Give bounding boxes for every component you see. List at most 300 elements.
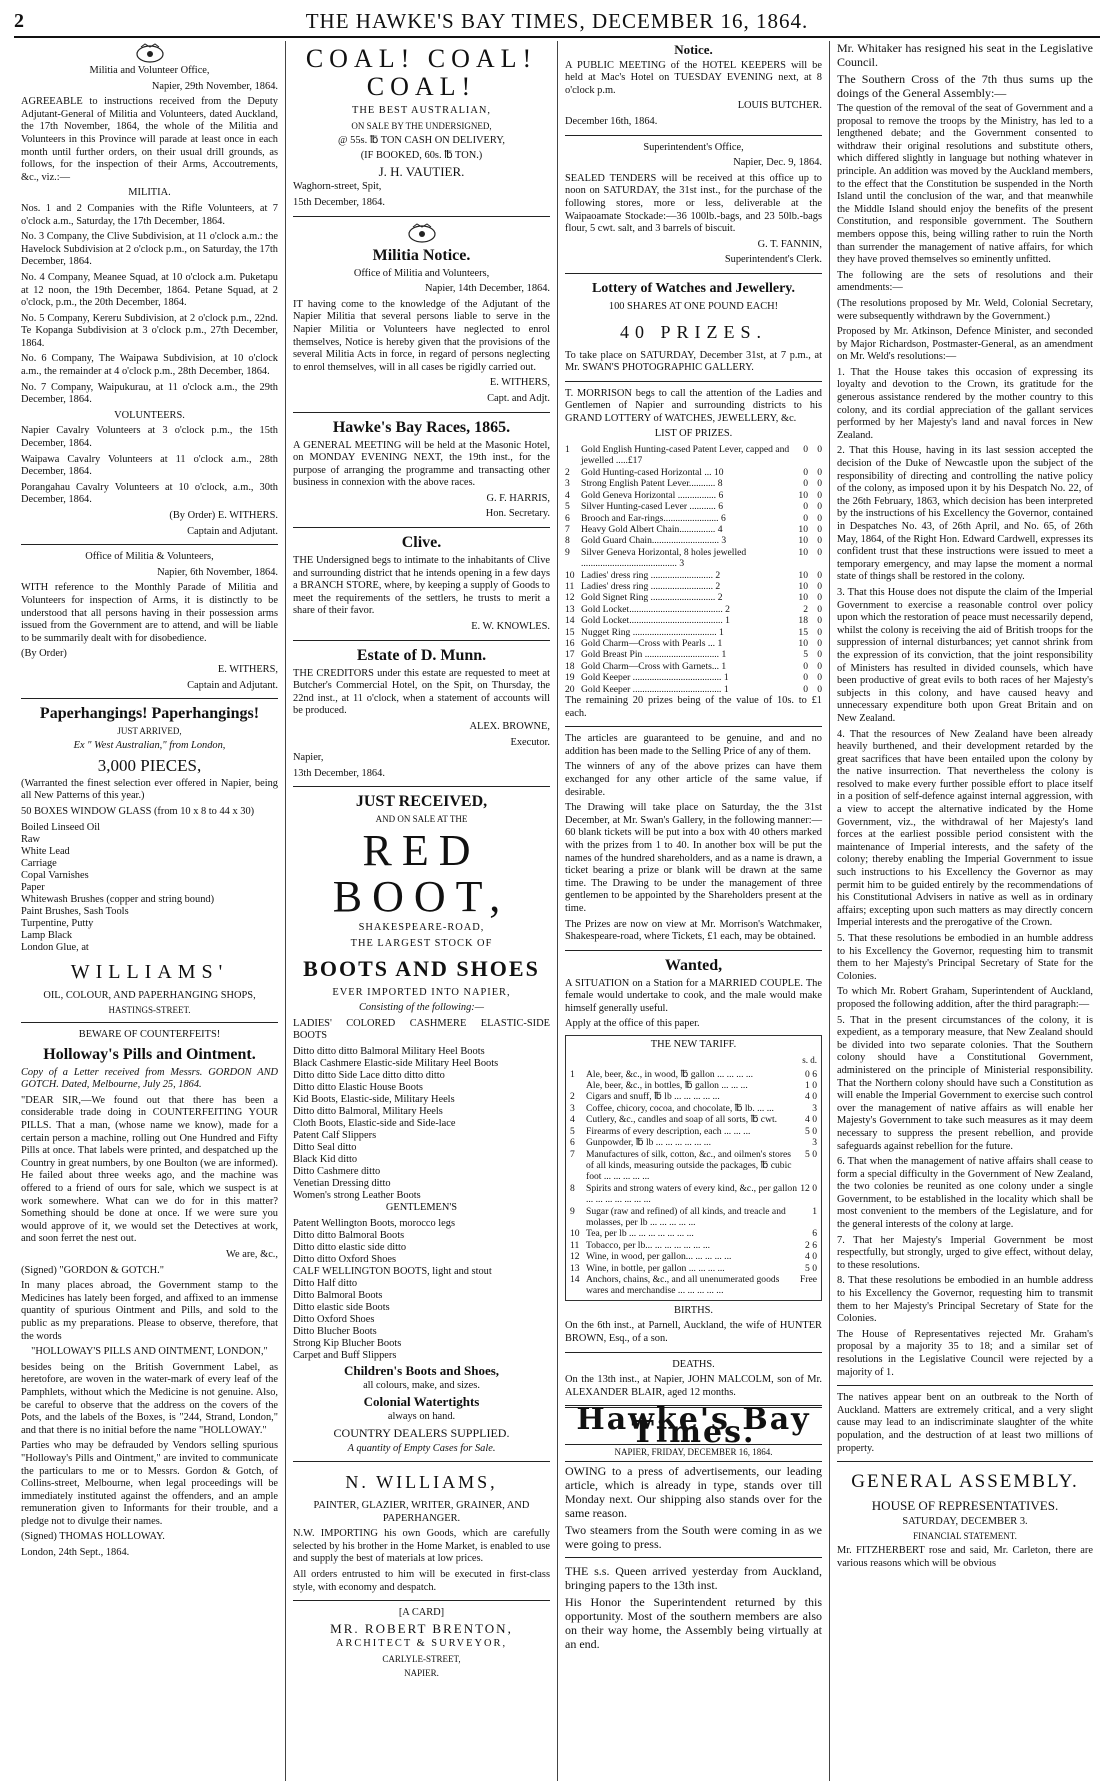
list-item: Ditto Half ditto bbox=[293, 1277, 358, 1289]
list-item: Kid Boots, Elastic-side, Military Heels bbox=[293, 1093, 455, 1105]
prize-row-cell: 0 bbox=[803, 501, 808, 513]
tariff-row bbox=[570, 1240, 817, 1251]
prize-row-cell: 1 bbox=[565, 444, 570, 456]
munn-place: Napier, bbox=[293, 752, 324, 764]
holloway-we-are: We are, &c., bbox=[226, 1249, 278, 1260]
coal-price-booked: (IF BOOKED, 60s. ℔ TON.) bbox=[360, 150, 483, 162]
list-item: Ditto ditto Elastic House Boots bbox=[293, 1081, 423, 1093]
order-signature: (By Order) E. WITHERS. bbox=[169, 510, 278, 521]
prize-row bbox=[565, 570, 822, 581]
column-4 bbox=[830, 41, 1100, 1781]
news-para: The House of Representatives rejected Mr. Graham's proposal by a majority 35 to 18; and a similar set of resolutions in the Legislative Council were rejected by a majority of 1. bbox=[837, 1328, 1093, 1378]
prizes-remaining: The remaining 20 prizes being of the value of 10s. to £1 each. bbox=[565, 695, 822, 719]
wanted-body: A SITUATION on a Station for a MARRIED COUPLE. The female would undertake to cook, and the male would make himself generally useful. bbox=[565, 977, 822, 1014]
tariff-units: s. d. bbox=[802, 1054, 817, 1065]
list-item: Ditto ditto ditto Balmoral Military Heel Boots bbox=[293, 1045, 485, 1057]
tariff-row bbox=[570, 1137, 817, 1148]
nwilliams-body: N.W. IMPORTING his own Goods, which are carefully selected by his brother in the Home Market, is enabled to use and supply the best of materials at low prices. bbox=[293, 1528, 550, 1565]
prize-row-cell: Gold Guard Chain............................ 3 bbox=[581, 535, 727, 547]
prize-row-cell: 0 bbox=[803, 672, 808, 684]
prize-row-cell: 0 bbox=[817, 649, 822, 661]
list-item: Carriage bbox=[21, 857, 57, 869]
tariff-table bbox=[570, 1069, 817, 1297]
editorial-para: OWING to a press of advertisements, our leading article, which is already in type, stands over till Monday next. Our shipping also stands over for the same reason. bbox=[565, 1463, 822, 1520]
races-body: A GENERAL MEETING will be held at the Masonic Hotel, on MONDAY EVENING NEXT, the 19th inst., for the purpose of arranging the programme and transacting other business in connexion with the above races. bbox=[293, 439, 550, 489]
militia-list bbox=[21, 203, 278, 407]
office2-by: (By Order) bbox=[21, 648, 67, 660]
deaths-heading: DEATHS. bbox=[672, 1358, 715, 1370]
office2-name: E. WITHERS, bbox=[217, 663, 278, 675]
prize-row-cell: Ladies' dress ring .......................... 2 bbox=[581, 569, 721, 581]
prize-row-cell: 20 bbox=[565, 683, 575, 695]
tariff-row bbox=[570, 1126, 817, 1137]
colonial-sub: always on hand. bbox=[387, 1411, 456, 1423]
volunteer-item: Napier Cavalry Volunteers at 3 o'clock p.m., the 15th December, 1864. bbox=[21, 425, 278, 450]
prize-row-cell: 10 bbox=[798, 546, 808, 558]
prize-row-cell: 0 bbox=[817, 615, 822, 627]
prize-row-cell: 9 bbox=[565, 546, 570, 558]
brenton-city: NAPIER. bbox=[404, 1668, 439, 1679]
races-heading: Hawke's Bay Races, 1865. bbox=[332, 418, 511, 436]
divider bbox=[293, 412, 550, 413]
beware-heading: BEWARE OF COUNTERFEITS! bbox=[78, 1029, 221, 1041]
wanted-apply: Apply at the office of this paper. bbox=[565, 1018, 700, 1030]
news-para: 7. That her Majesty's Imperial Government be most respectfully, but strongly, urged to give effect, without delay, to these resolutions. bbox=[837, 1234, 1093, 1271]
divider bbox=[837, 1385, 1093, 1386]
prize-row-cell: 0 bbox=[817, 683, 822, 695]
tariff-row-cell: Ale, beer, &c., in wood, ℔ gallon ... ... ... ... bbox=[586, 1068, 754, 1080]
tariff-row-cell: 2 bbox=[570, 1091, 575, 1103]
prize-row-cell: 0 bbox=[803, 466, 808, 478]
list-item: Strong Kip Blucher Boots bbox=[293, 1337, 402, 1349]
tariff-row-cell: 6 bbox=[570, 1137, 575, 1149]
coal-heading: COAL! COAL! COAL! bbox=[305, 44, 538, 101]
births-heading: BIRTHS. bbox=[674, 1304, 713, 1316]
tariff-row-cell: 1 bbox=[812, 1205, 817, 1217]
prize-row-cell: 0 bbox=[817, 523, 822, 535]
list-item: White Lead bbox=[21, 845, 70, 857]
divider bbox=[565, 381, 822, 382]
news-para: 1. That the House takes this occasion of expressing its loyalty and devotion to the Crown, its gratitude for the generous assistance rendered by the mother country to this colony, and its cordial appreciation of the gallant services performed by her Majesty's land and naval forces in New Zealand. bbox=[837, 366, 1093, 441]
notice-heading: Notice. bbox=[674, 42, 713, 57]
masthead-title: THE HAWKE'S BAY TIMES, DECEMBER 16, 1864. bbox=[305, 8, 809, 33]
ladies-heading: LADIES' COLORED CASHMERE ELASTIC-SIDE BOOTS bbox=[293, 1017, 550, 1042]
drawing-body: The Drawing will take place on Saturday, the the 31st December, at Mr. Swan's Gallery, in the following manner:—60 blank tickets will be put into a box with 40 others marked with the prizes from 1 to 40. In another box will be put the names of the hundred shareholders, and as a name is drawn, a ticket bearing a prize or blank will be drawn at the same time. The Drawing to be under the management of three gentlemen to be appointed by the Shareholders present at the time. bbox=[565, 802, 822, 914]
just-received: JUST RECEIVED, bbox=[355, 793, 488, 811]
editorial-para: Two steamers from the South were coming in as we were going to press. bbox=[565, 1522, 822, 1551]
tariff-row-cell: 6 bbox=[812, 1228, 817, 1240]
williams-sub: OIL, COLOUR, AND PAPERHANGING SHOPS, bbox=[43, 989, 256, 1001]
militia-notice-role: Capt. and Adjt. bbox=[487, 392, 550, 404]
news-para: 2. That this House, having in its last session accepted the decision of the Duke of Newcastle upon the subject of the responsibility of directing and controlling the native policy of the colony, as imposed upon it by his Despatch No. 22, of the 26th February, 1863, which decision has been interpreted by the instructions of his Excellency the Governor, contained in Despatches No. 43, of 26th April, and No. 65, of 26th May, 1864, of the Right Hon. Edward Cardwell, expresses its confident trust that these instructions were issued to meet a temporary emergency, and may lapse the moment a normal state of things shall be restored in the colony. bbox=[837, 445, 1093, 583]
prize-row-cell: 10 bbox=[798, 592, 808, 604]
prize-row-cell: Gold Locket....................................... 1 bbox=[581, 615, 730, 627]
militia-item: Nos. 1 and 2 Companies with the Rifle Volunteers, at 7 o'clock a.m., Saturday, the 17th December, 1864. bbox=[21, 202, 278, 227]
prize-row-cell: 0 bbox=[817, 626, 822, 638]
divider bbox=[565, 1461, 822, 1462]
prize-row-cell: 10 bbox=[798, 489, 808, 501]
prize-row-cell: 0 bbox=[803, 660, 808, 672]
list-item: Boiled Linseed Oil bbox=[21, 821, 101, 833]
militia-office-body: AGREEABLE to instructions received from the Deputy Adjutant-General of Militia and Volunteers, dated Auckland, the 17th November, 1864, the whole of the Militia and Volunteers in this Province will parade at least once in each month until further orders, on their usual drill grounds, as follows, for the inspection of their Arms, Accoutrements, &c., viz.:— bbox=[21, 96, 278, 183]
clive-name: E. W. KNOWLES. bbox=[471, 621, 550, 633]
tariff-box bbox=[565, 1035, 822, 1301]
largest-stock: THE LARGEST STOCK OF bbox=[350, 937, 493, 949]
news-para: (The resolutions proposed by Mr. Weld, Colonial Secretary, were subsequently withdrawn by the Government.) bbox=[837, 297, 1093, 322]
holloway-letter: "DEAR SIR,—We found out that there has been a considerable trade doing in COUNTERFEITING YOUR PILLS. That a man, (whose name we know), made for a certain person a machine, rolling out One Hundred and Fifty Pills at once. That labels were printed, and despatched up the Country in great numbers, by one Boulton (we are informed). He failed about three weeks ago, and the machine was offered to a friend of ours for sale, which we suspect is at work somewhere. What can we do for in this matter? Something should be done at once. If we were sure you would approve of it, we would set the Detectives at work, and soon ferret the nest out. bbox=[21, 1094, 278, 1245]
tariff-row-cell: 12 bbox=[570, 1251, 580, 1263]
news-para: Mr. Whitaker has resigned his seat in the Legislative Council. bbox=[837, 41, 1093, 69]
news-para: To which Mr. Robert Graham, Superintendent of Auckland, proposed the following addition, after the third paragraph:— bbox=[837, 986, 1093, 1010]
editorial-para: THE s.s. Queen arrived yesterday from Auckland, bringing papers to the 13th inst. bbox=[565, 1563, 822, 1592]
nwilliams-sub: PAINTER, GLAZIER, WRITER, GRAINER, AND PAPERHANGER. bbox=[313, 1500, 530, 1524]
prize-row-cell: 0 bbox=[817, 466, 822, 478]
list-item: Women's strong Leather Boots bbox=[293, 1189, 421, 1201]
prize-row-cell: 10 bbox=[798, 569, 808, 581]
prize-row bbox=[565, 513, 822, 524]
office2-title: Office of Militia & Volunteers, bbox=[85, 551, 214, 563]
militia-notice-name: E. WITHERS, bbox=[489, 377, 550, 389]
prize-row-cell: 5 bbox=[565, 501, 570, 513]
prize-row-cell: 5 bbox=[803, 649, 808, 661]
tariff-row bbox=[570, 1114, 817, 1125]
news-para: Mr. FITZHERBERT rose and said, Mr. Carleton, there are various reasons which will be obvious bbox=[837, 1545, 1093, 1569]
munn-heading: Estate of D. Munn. bbox=[356, 646, 487, 664]
holloway-body3: besides being on the British Government Label, as heretofore, are woven in the water-mark of every leaf of the Pamphlets, without which the Medicine is not genuine. Also, be careful to observe that the address on the covers of the Pots, and the labels of the Boxes, is "244, Strand, London," and that there is no initial before the name "HOLLOWAY." bbox=[21, 1361, 278, 1436]
militia-office-date: Napier, 29th November, 1864. bbox=[151, 80, 278, 92]
tariff-row-cell: 3 bbox=[570, 1102, 575, 1114]
ladies-list bbox=[293, 1046, 550, 1202]
clive-body: THE Undersigned begs to intimate to the inhabitants of Clive and surrounding district that he intends opening in a few days a BRANCH STORE, where, by keeping a supply of Goods to meet the requirements of the settlers, he trusts to merit a share of their favor. bbox=[293, 555, 550, 617]
royal-crest-icon bbox=[133, 43, 167, 63]
paper-pieces: 3,000 PIECES, bbox=[97, 755, 202, 775]
holloway-heading: Holloway's Pills and Ointment. bbox=[43, 1045, 256, 1063]
prize-row-cell: 7 bbox=[565, 523, 570, 535]
prize-row-cell: Silver Geneva Horizontal, 8 holes jewelled ........................................ 3 bbox=[581, 546, 747, 570]
list-item: Patent Calf Slippers bbox=[293, 1129, 377, 1141]
divider bbox=[565, 135, 822, 136]
tariff-row-cell: 10 bbox=[570, 1228, 580, 1240]
list-item: Ditto Balmoral Boots bbox=[293, 1289, 383, 1301]
prize-row-cell: Gold Charm—Cross with Garnets... 1 bbox=[581, 660, 727, 672]
list-item: Ditto Seal ditto bbox=[293, 1141, 357, 1153]
divider bbox=[293, 216, 550, 217]
wanted-heading: Wanted, bbox=[664, 956, 723, 974]
lottery-shares: 100 SHARES AT ONE POUND EACH! bbox=[608, 300, 779, 312]
tariff-row bbox=[570, 1183, 817, 1206]
list-item: Turpentine, Putty bbox=[21, 917, 94, 929]
prize-row bbox=[565, 444, 822, 467]
tariff-row bbox=[570, 1149, 817, 1183]
tariff-row bbox=[570, 1274, 817, 1297]
races-name: G. F. HARRIS, bbox=[486, 492, 550, 504]
births-body: On the 6th inst., at Parnell, Auckland, the wife of HUNTER BROWN, Esq., of a son. bbox=[565, 1320, 822, 1344]
tariff-row-cell: Sugar (raw and refined) of all kinds, and treacle and molasses, per lb ... ... ... ... ... bbox=[586, 1205, 786, 1228]
coal-best: THE BEST AUSTRALIAN, bbox=[351, 105, 491, 116]
list-item: Patent Wellington Boots, morocco legs bbox=[293, 1217, 456, 1229]
prize-row-cell: Strong English Patent Lever........... 8 bbox=[581, 478, 723, 490]
articles-body: The articles are guaranteed to be genuine, and and no addition has been made to the Selling Price of any of them. bbox=[565, 733, 822, 757]
prize-row-cell: 0 bbox=[803, 478, 808, 490]
list-item: London Glue, at bbox=[21, 941, 89, 953]
office2-body: WITH reference to the Monthly Parade of Militia and Volunteers for inspection of Arms, it is distinctly to be understood that all persons having in their possession arms issued from the Government are to attend, and will be liable to be summarily dealt with for disobedience. bbox=[21, 582, 278, 644]
list-item: Lamp Black bbox=[21, 929, 73, 941]
list-item: Ditto ditto elastic side ditto bbox=[293, 1241, 407, 1253]
notice-name: LOUIS BUTCHER. bbox=[737, 100, 822, 112]
prize-row bbox=[565, 649, 822, 660]
list-item: Ditto Cashmere ditto bbox=[293, 1165, 381, 1177]
prize-row bbox=[565, 501, 822, 512]
tariff-row-cell: 4 0 bbox=[805, 1114, 817, 1126]
tariff-row-cell: 3 bbox=[812, 1102, 817, 1114]
prize-row-cell: 18 bbox=[565, 660, 575, 672]
tariff-row-cell: 5 bbox=[570, 1125, 575, 1137]
prize-table bbox=[565, 444, 822, 695]
divider bbox=[565, 1557, 822, 1558]
lottery-place: To take place on SATURDAY, December 31st, at 7 p.m., at Mr. SWAN'S PHOTOGRAPHIC GALLERY. bbox=[565, 349, 822, 374]
prize-row-cell: 13 bbox=[565, 603, 575, 615]
prize-row-cell: 2 bbox=[565, 466, 570, 478]
tariff-row-cell: Firearms of every description, each ... ... ... bbox=[586, 1125, 751, 1137]
list-item: Ditto ditto Side Lace ditto ditto ditto bbox=[293, 1069, 445, 1081]
paper-ex: Ex " West Australian," from London, bbox=[73, 740, 226, 752]
paper-warranted: (Warranted the finest selection ever offered in Napier, being all New Patterns of this year.) bbox=[21, 777, 278, 802]
divider bbox=[21, 544, 278, 545]
prize-row-cell: 10 bbox=[798, 535, 808, 547]
list-item: Ditto ditto Oxford Shoes bbox=[293, 1253, 397, 1265]
prize-row-cell: 16 bbox=[565, 637, 575, 649]
prize-row-cell: 0 bbox=[817, 672, 822, 684]
prize-row-cell: 0 bbox=[817, 660, 822, 672]
prize-row bbox=[565, 684, 822, 695]
tariff-row-cell: Ale, beer, &c., in bottles, ℔ gallon ... ... ... bbox=[586, 1080, 748, 1092]
prize-row-cell: 15 bbox=[565, 626, 575, 638]
news-para: The natives appear bent on an outbreak to the North of Auckland. Matters are extremely critical, and a very slight cause may lead to an indiscriminate slaughter of the white population, and the destruction of at least two millions of property. bbox=[837, 1392, 1093, 1454]
list-item: Venetian Dressing ditto bbox=[293, 1177, 391, 1189]
news-para: Proposed by Mr. Atkinson, Defence Minister, and seconded by Major Richardson, Postmaster-General, as an amendment on Mr. Weld's resolutions:— bbox=[837, 326, 1093, 363]
column-2 bbox=[286, 41, 558, 1781]
tariff-row bbox=[570, 1103, 817, 1114]
paperhangings-heading: Paperhangings! Paperhangings! bbox=[39, 705, 260, 723]
list-item: Ditto ditto Balmoral, Military Heels bbox=[293, 1105, 443, 1117]
brenton-street: CARLYLE-STREET, bbox=[382, 1654, 461, 1665]
prize-row-cell: Gold Geneva Horizontal ................ 6 bbox=[581, 489, 724, 501]
prize-row-cell: 0 bbox=[817, 478, 822, 490]
prize-row bbox=[565, 535, 822, 546]
brenton-name: MR. ROBERT BRENTON, bbox=[330, 1620, 513, 1636]
divider bbox=[293, 527, 550, 528]
volunteer-item: Porangahau Cavalry Volunteers at 10 o'clock, a.m., 30th December, 1864. bbox=[21, 481, 278, 506]
divider bbox=[21, 698, 278, 699]
winners-body: The winners of any of the above prizes can have them exchanged for any other article of the same value, if desirable. bbox=[565, 761, 822, 798]
prize-row-cell: 4 bbox=[565, 489, 570, 501]
prize-row bbox=[565, 672, 822, 683]
office2-date: Napier, 6th November, 1864. bbox=[157, 566, 278, 578]
editorial-dateline: NAPIER, FRIDAY, DECEMBER 16, 1864. bbox=[614, 1446, 773, 1457]
columns bbox=[14, 41, 1100, 1781]
tariff-row-cell: 11 bbox=[570, 1239, 580, 1251]
holloway-body2: In many places abroad, the Government stamp to the Medicines has lately been forged, and affixed to an immense quantity of spurious Ointment and Pills, and sold to the public as my preparations. Please to observe, therefore, that the words bbox=[21, 1280, 278, 1342]
boots-shoes: BOOTS AND SHOES bbox=[303, 955, 540, 981]
tariff-heading: THE NEW TARIFF. bbox=[650, 1039, 737, 1051]
news-para: The question of the removal of the seat of Government and a proposal to remove the troops by the Ministry, has led to a lengthened debate; and the Government consented to withdraw their original resolutions and substitute others, which differed slightly in language but nothing whatever in principle. An addition was moved by the Auckland members, to the effect that the Constitution be suspended in the North Island until the conclusion of the war, and that meanwhile the Middle Island should enjoy the benefits of the present Constitution, and responsible government. The Southern members oppose this, being willing rather to ruin the North than surrender the management of native affairs, for which they have proved themselves so eminently unfitted. bbox=[837, 103, 1093, 266]
prize-row bbox=[565, 615, 822, 626]
tariff-row-cell: 1 0 bbox=[805, 1080, 817, 1092]
militia-notice-office: Office of Militia and Volunteers, bbox=[353, 267, 490, 279]
gentlemens-list bbox=[293, 1218, 550, 1362]
prize-row-cell: Silver Hunting-cased Lever ........... 6 bbox=[581, 501, 724, 513]
coal-seller: J. H. VAUTIER. bbox=[378, 163, 465, 179]
prize-row-cell: Gold Keeper ..................................... 1 bbox=[581, 683, 729, 695]
holloway-copy: Copy of a Letter received from Messrs. GORDON AND GOTCH. Dated, Melbourne, July 25, 1864. bbox=[21, 1066, 278, 1091]
tariff-row-cell: 5 0 bbox=[805, 1262, 817, 1274]
list-item: Ditto Blucher Boots bbox=[293, 1325, 377, 1337]
tariff-row bbox=[570, 1206, 817, 1229]
coal-price-cash: @ 55s. ℔ TON CASH ON DELIVERY, bbox=[337, 134, 505, 146]
prize-row-cell: Gold Hunting-cased Horizontal ... 10 bbox=[581, 466, 724, 478]
prize-row-cell: 19 bbox=[565, 672, 575, 684]
nwilliams-body2: All orders entrusted to him will be executed in first-class style, with economy and despatch. bbox=[293, 1569, 550, 1593]
tariff-row-cell: Tea, per lb ... ... ... ... ... ... ... bbox=[586, 1228, 694, 1240]
prize-row bbox=[565, 627, 822, 638]
paper-just-arrived: JUST ARRIVED, bbox=[117, 726, 182, 737]
militia-notice-heading: Militia Notice. bbox=[372, 246, 471, 264]
financial-statement: FINANCIAL STATEMENT. bbox=[913, 1531, 1017, 1542]
clive-heading: Clive. bbox=[401, 534, 442, 552]
supt-office: Superintendent's Office, bbox=[643, 141, 744, 153]
list-item: Copal Varnishes bbox=[21, 869, 89, 881]
tariff-row bbox=[570, 1080, 817, 1091]
tariff-row-cell: 5 0 bbox=[805, 1148, 817, 1160]
tariff-row bbox=[570, 1091, 817, 1102]
munn-name: ALEX. BROWNE, bbox=[469, 721, 550, 732]
news-para: The following are the sets of resolutions and their amendments:— bbox=[837, 269, 1093, 294]
tariff-row-cell: 4 bbox=[570, 1114, 575, 1126]
prize-row bbox=[565, 581, 822, 592]
tariff-row-cell: 1 bbox=[570, 1068, 575, 1080]
tariff-row bbox=[570, 1228, 817, 1239]
tariff-row-cell: 14 bbox=[570, 1273, 580, 1285]
tariff-row-cell: Cigars and snuff, ℔ lb ... ... ... ... ... bbox=[586, 1091, 720, 1103]
prize-row-cell: Gold Breast Pin ............................... 1 bbox=[581, 649, 727, 661]
tariff-row-cell: Spirits and strong waters of every kind, &c., per gallon ... ... ... ... ... ... ... bbox=[586, 1182, 798, 1206]
paper-list bbox=[21, 822, 278, 954]
prize-row bbox=[565, 547, 822, 570]
prize-row-cell: Heavy Gold Albert Chain............... 4 bbox=[581, 523, 723, 535]
prize-list-heading: LIST OF PRIZES. bbox=[654, 428, 733, 440]
munn-date: 13th December, 1864. bbox=[293, 767, 385, 779]
column-3 bbox=[558, 41, 830, 1781]
view-body: The Prizes are now on view at Mr. Morrison's Watchmaker, Shakespeare-road, where Tickets, £1 each, may be obtained. bbox=[565, 918, 822, 943]
militia-office-title: Militia and Volunteer Office, bbox=[89, 65, 210, 76]
tariff-row-cell: 13 bbox=[570, 1262, 580, 1274]
holloway-signed: (Signed) "GORDON & GOTCH." bbox=[21, 1264, 164, 1276]
prize-row-cell: Gold Signet Ring ........................... 2 bbox=[581, 592, 723, 604]
divider bbox=[293, 786, 550, 787]
news-para: 5. That in the present circumstances of the colony, it is expedient, as a temporary measure, that New Zealand should be divided into two separate colonies. That the Southern colony should have a Constitutional Government, administered on the principle of Ministerial responsibility. That the Northern colony should have such a Constitution as will enable the Imperial Government to exercise such control over the management of native affairs as will enable her Majesty's Government to take such measures as it may deem necessary to suppress the present rebellion, and provide safeguards against rebellion for the future. bbox=[837, 1014, 1093, 1152]
tariff-row-cell bbox=[570, 1080, 586, 1091]
holloway-date: London, 24th Sept., 1864. bbox=[21, 1547, 130, 1559]
holloway-words: "HOLLOWAY'S PILLS AND OINTMENT, LONDON," bbox=[31, 1346, 268, 1358]
list-item: Ditto elastic side Boots bbox=[293, 1301, 390, 1313]
tariff-row-cell: Anchors, chains, &c., and all unenumerated goods wares and merchandise ... ... ... ... ... bbox=[586, 1273, 780, 1297]
consisting: Consisting of the following:— bbox=[359, 1002, 484, 1014]
tariff-row-cell: 12 0 bbox=[800, 1182, 817, 1194]
militia-notice-date: Napier, 14th December, 1864. bbox=[425, 283, 550, 295]
holloway-sign: (Signed) THOMAS HOLLOWAY. bbox=[21, 1531, 165, 1543]
tariff-row-cell: Free bbox=[799, 1273, 817, 1285]
news-para: 6. That when the management of native affairs shall cease to form a special difficulty in the Government of New Zealand, the two colonies be reunited as one colony under a single Government, to be established in the locality which shall be most convenient to the members of the Legislature, and for the general interests of the colony at large. bbox=[837, 1156, 1093, 1231]
news-para: 3. That this House does not dispute the claim of the Imperial Government to exercise a reasonable control over policy upon which the restoration of peace must necessarily depend, whilst the colony is receiving the aid of British troops for the suppression of internal disturbances; yet cannot shrink from the expression of its conviction, that the joint responsibility of Ministers has resulted in divided counsels, which have been productive of great evils to both races of her Majesty's subjects in this colony, and have caused heavy and unnecessary expenditure both upon Great Britain and on New Zealand. bbox=[837, 586, 1093, 724]
childrens-heading: Children's Boots and Shoes, bbox=[343, 1362, 500, 1378]
militia-item: No. 7 Company, Waipukurau, at 11 o'clock a.m., the 29th December, 1864. bbox=[21, 381, 278, 406]
divider bbox=[21, 1022, 278, 1023]
tariff-row-cell: 0 6 bbox=[805, 1068, 817, 1080]
prize-row-cell: 6 bbox=[565, 512, 570, 524]
divider bbox=[565, 273, 822, 274]
prize-row-cell: 10 bbox=[565, 569, 575, 581]
prize-row-cell: 10 bbox=[798, 580, 808, 592]
news-para: 4. That the resources of New Zealand have been already heavily burthened, and their development retarded by the great sacrifices that have been entailed upon the colony by the native insurrection. That nevertheless the colony is resolved to make every further possible effort to place itself in a position of self-defence against internal aggression, with a view to accept the alternative indicated by the Home Government, viz., the withdrawal of her Majesty's land forces at the earliest possible period consistent with the maintenance of Imperial interests, and the safety of the colony; thereby enabling the Imperial Government to issue such instructions to his Excellency the Governor as may permit him to be guided entirely by the recommendations of his Constitutional Advisers in native as well as in ordinary affairs; excepting upon such matters as may directly concern Imperial interests and the prerogative of the Crown. bbox=[837, 728, 1093, 929]
tariff-row-cell: 9 bbox=[570, 1205, 575, 1217]
races-role: Hon. Secretary. bbox=[485, 508, 550, 520]
williams-street: HASTINGS-STREET. bbox=[108, 1005, 191, 1016]
tariff-row-cell: Wine, in wood, per gallon... ... ... ... ... bbox=[586, 1251, 732, 1263]
morrison-body: T. MORRISON begs to call the attention of the Ladies and Gentlemen of Napier and surrounding districts to his GRAND LOTTERY of WATCHES, JEWELLERY, &c. bbox=[565, 387, 822, 424]
colonial-heading: Colonial Watertights bbox=[363, 1393, 480, 1409]
news-para: The Southern Cross of the 7th thus sums up the doings of the General Assembly:— bbox=[837, 72, 1093, 100]
tariff-row-cell: 4 0 bbox=[805, 1251, 817, 1263]
shakespeare-road: SHAKESPEARE-ROAD, bbox=[358, 922, 485, 934]
supt-name: G. T. FANNIN, bbox=[757, 238, 822, 250]
prize-row-cell: Gold English Hunting-cased Patent Lever, capped and jewelled .....£17 bbox=[581, 444, 790, 467]
tariff-row-cell: Coffee, chicory, cocoa, and chocolate, ℔ lb. ... ... bbox=[586, 1102, 774, 1114]
list-item: Raw bbox=[21, 833, 41, 845]
news-para: 5. That these resolutions be embodied in an humble address to his Excellency the Governor, requesting him to transmit them to her Majesty's Principal Secretary of State for the Colonies. bbox=[837, 933, 1093, 982]
divider bbox=[837, 1461, 1093, 1462]
prize-row-cell: 14 bbox=[565, 615, 575, 627]
news-para: 8. That these resolutions be embodied in an humble address to his Excellency the Governor, requesting him to transmit them to her Majesty's Principal Secretary of State for the Colonies. bbox=[837, 1275, 1093, 1325]
ever-imported: EVER IMPORTED INTO NAPIER, bbox=[332, 986, 511, 998]
prize-row-cell: Gold Locket....................................... 2 bbox=[581, 603, 730, 615]
tariff-row-cell: 5 0 bbox=[805, 1125, 817, 1137]
masthead bbox=[14, 6, 1100, 38]
prize-row-cell: 10 bbox=[798, 637, 808, 649]
prize-row-cell: 0 bbox=[817, 580, 822, 592]
prize-row bbox=[565, 592, 822, 603]
tariff-row-cell: 2 6 bbox=[805, 1239, 817, 1251]
coal-address: Waghorn-street, Spit, bbox=[293, 181, 382, 193]
general-assembly-heading: GENERAL ASSEMBLY. bbox=[851, 1471, 1079, 1493]
prize-row-cell: 2 bbox=[803, 603, 808, 615]
prize-row-cell: Nugget Ring ................................... 1 bbox=[581, 626, 724, 638]
prize-row-cell: 0 bbox=[817, 637, 822, 649]
list-item: Black Kid ditto bbox=[293, 1153, 358, 1165]
tariff-row-cell: Cutlery, &c., candles and soap of all sorts, ℔ cwt. bbox=[586, 1114, 778, 1126]
royal-crest-icon bbox=[405, 223, 439, 243]
lottery-prizes-count: 40 PRIZES. bbox=[619, 321, 767, 342]
list-item: Cloth Boots, Elastic-side and Side-lace bbox=[293, 1117, 456, 1129]
list-item: Ditto ditto Balmoral Boots bbox=[293, 1229, 405, 1241]
tariff-row-cell: Gunpowder, ℔ lb ... ... ... ... ... ... bbox=[586, 1137, 711, 1149]
supt-role: Superintendent's Clerk. bbox=[724, 254, 822, 266]
gentlemens-heading: GENTLEMEN'S bbox=[385, 1201, 458, 1213]
country-dealers: COUNTRY DEALERS SUPPLIED. bbox=[333, 1425, 510, 1440]
office2-role: Captain and Adjutant. bbox=[187, 679, 278, 691]
list-item: Ditto Oxford Shoes bbox=[293, 1313, 375, 1325]
lottery-heading: Lottery of Watches and Jewellery. bbox=[591, 280, 796, 296]
militia-item: No. 4 Company, Meanee Squad, at 10 o'clock a.m. Puketapu at 12 noon, the 19th December, 1864. Petane Squad, at 2 o'clock, p.m., the 20th December, 1864. bbox=[21, 271, 278, 309]
